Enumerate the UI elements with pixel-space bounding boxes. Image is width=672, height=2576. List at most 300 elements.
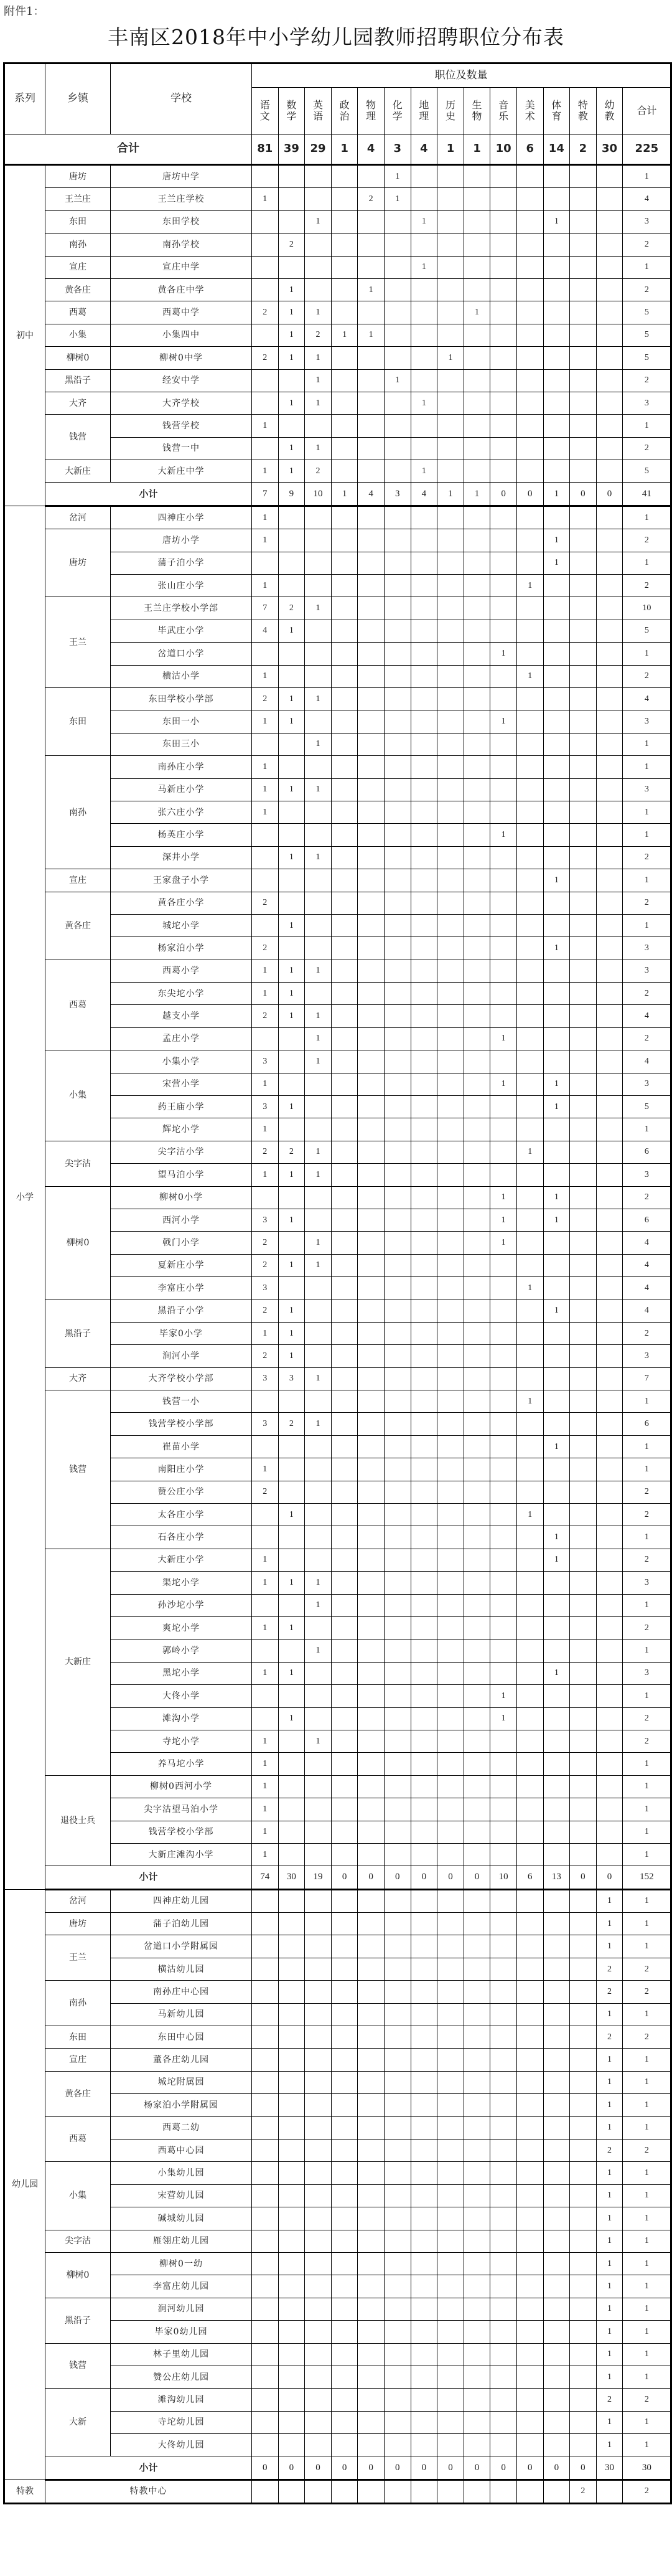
position-count [252,1390,279,1413]
position-count [516,437,543,460]
position-count [437,1164,464,1186]
position-count [305,234,332,256]
position-count [490,2298,517,2320]
position-count: 2 [252,1481,279,1503]
position-count: 2 [596,2026,623,2049]
position-count [358,1639,385,1662]
position-count: 1 [305,1254,332,1276]
position-count [437,1662,464,1684]
position-count [464,1300,490,1322]
position-count [543,1141,570,1163]
position-count [516,1435,543,1458]
position-count [411,2162,437,2184]
row-total: 2 [623,892,671,914]
position-count [358,301,385,324]
grand-total-value: 14 [543,134,570,165]
school-name: 杨英庄小学 [111,824,252,846]
subtotal-value: 0 [596,1866,623,1889]
attachment-label: 附件1： [4,5,45,18]
school-name: 深井小学 [111,846,252,869]
position-count [384,1549,411,1571]
position-count [490,1050,517,1073]
position-count [331,1232,358,1254]
position-count [570,756,597,778]
school-name: 宣庄中学 [111,256,252,278]
position-count [411,2184,437,2207]
position-count [278,1889,305,1912]
position-count [570,165,597,188]
school-name: 岔道口小学附属园 [111,1935,252,1958]
town-label: 柳树0 [45,347,111,369]
position-count [358,392,385,414]
position-count [305,710,332,733]
position-count [464,2003,490,2026]
position-count [411,1073,437,1095]
position-count: 1 [411,392,437,414]
position-count [543,1821,570,1843]
position-count [358,1526,385,1549]
position-count [358,983,385,1005]
position-count [411,2479,437,2503]
position-count [305,2321,332,2343]
position-count [305,1775,332,1798]
position-count [543,1322,570,1344]
position-count [331,460,358,483]
position-count: 1 [305,1232,332,1254]
header-subject [384,88,411,134]
row-total: 2 [623,1481,671,1503]
grand-total-value: 39 [278,134,305,165]
school-name: 东田三小 [111,733,252,755]
school-name: 爽坨小学 [111,1617,252,1639]
table-row [4,1186,671,1209]
town-label: 退役士兵 [45,1775,111,1866]
position-count [570,2116,597,2139]
position-count [305,1345,332,1367]
table-row [4,756,671,778]
position-count [596,801,623,823]
position-count [596,1775,623,1798]
position-count [384,2366,411,2388]
position-count [596,1232,623,1254]
position-count [543,369,570,392]
position-count [331,1958,358,1980]
table-row [4,1549,671,1571]
position-count: 1 [543,1096,570,1118]
position-count: 1 [278,914,305,937]
position-count [384,529,411,552]
position-count [437,1753,464,1775]
position-count [411,778,437,801]
row-total: 2 [623,234,671,256]
position-count [252,824,279,846]
position-count [490,392,517,414]
position-count [437,1481,464,1503]
position-count [411,437,437,460]
position-count [305,2389,332,2411]
position-count [384,2071,411,2093]
position-count [596,552,623,574]
position-count [411,1005,437,1027]
position-count [464,1390,490,1413]
row-total: 1 [623,256,671,278]
position-count [384,1798,411,1821]
row-total: 2 [623,1958,671,1980]
position-count [516,1209,543,1231]
row-total: 1 [623,1821,671,1843]
position-count [516,1481,543,1503]
position-count [437,1390,464,1413]
position-count [252,1526,279,1549]
position-count [358,2366,385,2388]
position-count [411,710,437,733]
subject-label: 数学 [286,98,297,122]
position-count [358,2162,385,2184]
position-count [464,2411,490,2433]
position-count [464,2026,490,2049]
position-count [411,1232,437,1254]
position-count: 3 [252,1367,279,1390]
position-count [596,643,623,665]
position-count [331,2184,358,2207]
position-count [278,2252,305,2275]
school-name: 毕家0幼儿园 [111,2321,252,2343]
school-name: 王兰庄学校 [111,188,252,210]
position-count [437,1096,464,1118]
town-label: 柳树0 [45,2252,111,2298]
position-count [384,824,411,846]
position-count [278,1798,305,1821]
school-name: 郭岭小学 [111,1639,252,1662]
position-count [543,1232,570,1254]
position-count [384,778,411,801]
position-count [331,1390,358,1413]
position-count: 1 [305,1050,332,1073]
row-total: 4 [623,1232,671,1254]
subtotal-value: 0 [305,2456,332,2479]
position-count [437,2207,464,2230]
position-count [570,1639,597,1662]
position-count [252,324,279,346]
position-count [543,1005,570,1027]
position-count [358,756,385,778]
position-count [543,2411,570,2433]
position-count [596,597,623,620]
position-count [411,552,437,574]
position-count [596,1685,623,1707]
position-count [384,1504,411,1526]
position-count [464,460,490,483]
position-count [411,687,437,710]
position-count [596,1118,623,1141]
position-count [252,1435,279,1458]
position-count [358,2321,385,2343]
position-count [464,824,490,846]
table-row [4,1775,671,1798]
position-count: 1 [252,188,279,210]
position-count [331,1662,358,1684]
position-count [331,575,358,597]
position-count: 1 [596,2411,623,2433]
school-name: 张六庄小学 [111,801,252,823]
position-count [570,437,597,460]
position-count [596,1027,623,1050]
position-count [305,1821,332,1843]
position-count [490,529,517,552]
subtotal-value: 0 [516,483,543,506]
position-count: 1 [278,347,305,369]
position-count [596,1730,623,1752]
position-count [490,324,517,346]
subtotal-value: 0 [570,483,597,506]
position-count [331,778,358,801]
position-count [278,529,305,552]
subtotal-value: 3 [384,483,411,506]
position-count [543,1481,570,1503]
position-count [570,2026,597,2049]
position-count [543,2094,570,2116]
position-count [278,210,305,233]
position-count [543,1935,570,1958]
position-count [411,1572,437,1594]
table-row [4,392,671,414]
position-count [252,1594,279,1616]
position-count: 4 [252,620,279,642]
position-count [490,1390,517,1413]
position-count [516,369,543,392]
position-count [516,1254,543,1276]
position-count [331,1775,358,1798]
position-count: 1 [252,1730,279,1752]
row-total: 1 [623,1435,671,1458]
row-total: 1 [623,824,671,846]
position-count [331,1549,358,1571]
position-count [278,1958,305,1980]
position-count [437,437,464,460]
series-label: 初中 [4,165,45,506]
position-count [437,1254,464,1276]
position-count: 1 [305,687,332,710]
position-count [596,1821,623,1843]
position-count [278,1730,305,1752]
position-count [305,1096,332,1118]
town-label: 东田 [45,210,111,233]
position-count [411,2275,437,2298]
position-count [411,1935,437,1958]
position-count [331,1050,358,1073]
position-count [305,892,332,914]
position-count [331,210,358,233]
position-count [570,1958,597,1980]
row-total: 1 [623,415,671,437]
school-name: 石各庄小学 [111,1526,252,1549]
position-count [411,1662,437,1684]
position-count [516,643,543,665]
row-total: 1 [623,2094,671,2116]
position-count [384,301,411,324]
town-label: 南孙 [45,1981,111,2026]
position-count [437,756,464,778]
school-name: 药王庙小学 [111,1096,252,1118]
town-label: 西葛 [45,301,111,324]
position-count [384,1889,411,1912]
position-count: 1 [516,575,543,597]
position-count [437,1073,464,1095]
position-count [570,1821,597,1843]
position-count [437,937,464,960]
position-count [358,1981,385,2003]
position-count [516,1958,543,1980]
position-count [331,1367,358,1390]
position-count [464,2298,490,2320]
position-count [358,1958,385,1980]
position-count [437,733,464,755]
position-count [437,1367,464,1390]
position-count [411,1367,437,1390]
position-count [358,1390,385,1413]
school-name: 小集幼儿园 [111,2162,252,2184]
position-count [411,165,437,188]
position-count [358,1277,385,1300]
position-count [358,2003,385,2026]
position-count [358,415,385,437]
position-count [358,1118,385,1141]
position-count [411,665,437,687]
position-count [437,710,464,733]
position-count [570,983,597,1005]
position-count: 1 [411,256,437,278]
position-count [437,324,464,346]
position-count [570,1458,597,1481]
school-name: 滩沟小学 [111,1707,252,1730]
position-count [464,1027,490,1050]
subtotal-value: 0 [252,2456,279,2479]
school-name: 马新庄小学 [111,778,252,801]
position-count [384,1594,411,1616]
header-town: 乡镇 [45,64,111,134]
position-count: 1 [278,620,305,642]
position-count [464,415,490,437]
position-count [464,188,490,210]
position-count [543,778,570,801]
position-count [490,2434,517,2456]
position-count [516,1594,543,1616]
position-count [278,892,305,914]
position-count [570,1186,597,1209]
position-count [490,2162,517,2184]
grand-total-value: 81 [252,134,279,165]
position-count [331,2434,358,2456]
position-count [543,2275,570,2298]
position-count [543,1572,570,1594]
town-label: 东田 [45,2026,111,2049]
row-total: 4 [623,1254,671,1276]
position-count [358,256,385,278]
position-count [252,2116,279,2139]
position-count [305,1504,332,1526]
position-count [437,2275,464,2298]
position-count [570,733,597,755]
position-count [384,2184,411,2207]
position-count [543,1390,570,1413]
position-count [464,529,490,552]
row-total: 1 [623,869,671,892]
position-count [570,1390,597,1413]
position-count [490,301,517,324]
position-count [464,1843,490,1866]
subject-label: 特教 [577,98,588,122]
position-count: 1 [543,210,570,233]
position-count: 2 [252,1141,279,1163]
school-name: 孟庄小学 [111,1027,252,1050]
position-count [464,937,490,960]
position-count: 1 [252,1572,279,1594]
position-count [570,892,597,914]
subtotal-sum: 30 [623,2456,671,2479]
position-count [490,2184,517,2207]
position-count [278,1639,305,1662]
row-total: 1 [623,2003,671,2026]
position-count [331,665,358,687]
position-count [411,1435,437,1458]
position-count [331,2411,358,2433]
position-count: 1 [411,460,437,483]
row-total: 1 [623,2411,671,2433]
position-count [490,2479,517,2503]
position-count [543,2298,570,2320]
school-name: 养马坨小学 [111,1753,252,1775]
position-count [437,2116,464,2139]
position-count [596,983,623,1005]
position-count [570,2366,597,2388]
position-count: 2 [252,1345,279,1367]
row-total: 4 [623,687,671,710]
position-count [331,1322,358,1344]
position-count: 1 [543,869,570,892]
position-count [384,437,411,460]
position-count [543,2434,570,2456]
position-count [516,2366,543,2388]
position-count [464,1413,490,1435]
position-count [596,278,623,301]
position-count: 2 [278,234,305,256]
position-count [516,2207,543,2230]
position-count: 3 [252,1277,279,1300]
position-count [358,1322,385,1344]
position-count [437,2026,464,2049]
school-name: 赞公庄小学 [111,1481,252,1503]
position-count [331,1345,358,1367]
town-label: 黄各庄 [45,892,111,960]
position-count [516,1913,543,1935]
position-count [437,506,464,529]
position-count [490,1322,517,1344]
position-count [437,1322,464,1344]
position-count [516,733,543,755]
position-count [331,756,358,778]
position-count [358,210,385,233]
school-name: 唐坊中学 [111,165,252,188]
position-count [490,2252,517,2275]
position-count [490,2049,517,2071]
position-count: 1 [278,960,305,982]
position-count [278,2071,305,2093]
position-count [437,1889,464,1912]
row-total: 2 [623,437,671,460]
row-total: 2 [623,665,671,687]
position-count [490,165,517,188]
position-count [358,1481,385,1503]
